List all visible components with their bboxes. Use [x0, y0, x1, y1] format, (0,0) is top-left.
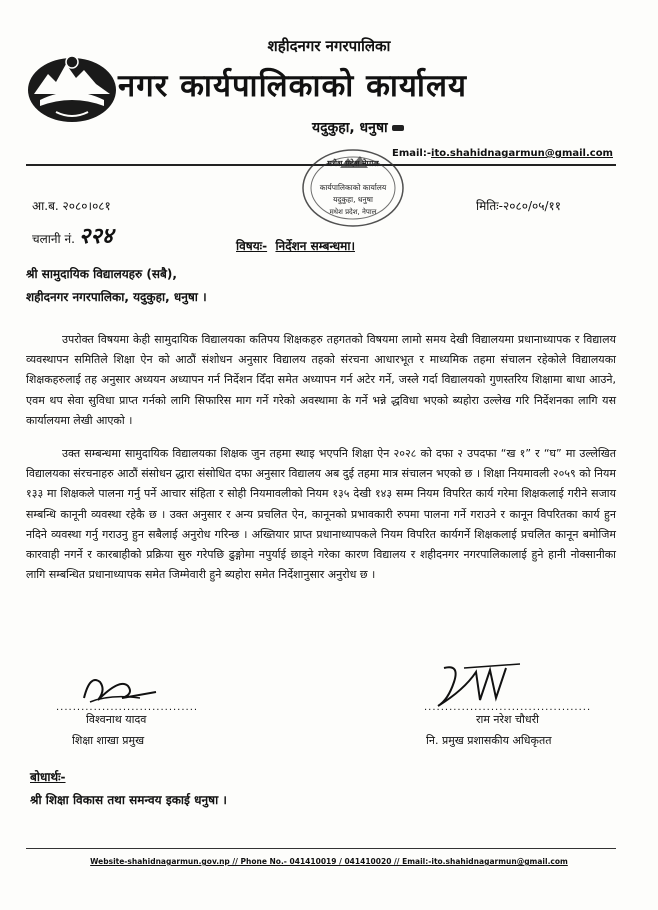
email-label: Email:- — [392, 148, 432, 159]
stamp-line-2: यदुकुहा, धनुषा — [333, 195, 373, 204]
dispatch-number: २२४ — [78, 223, 114, 249]
dispatch-label: चलानी नं. — [32, 232, 75, 246]
municipality-name: शहीदनगर नगरपालिका — [267, 37, 391, 55]
dispatch-number-line — [32, 220, 113, 250]
header-email — [392, 148, 613, 159]
left-signatory-title: शिक्षा शाखा प्रमुख — [72, 734, 145, 747]
pen-mark-icon — [392, 125, 404, 131]
stamp-line-1: कार्यपालिकाको कार्यालय — [319, 183, 387, 192]
fiscal-year: आ.ब. २०८०।०८१ — [32, 199, 111, 213]
subject-line — [236, 237, 355, 254]
office-seal-stamp — [300, 146, 406, 230]
left-signature-line: .................................. — [56, 702, 199, 713]
right-signatory-name: राम नरेश चौधरी — [476, 713, 539, 726]
body-paragraph-2: उक्त सम्बन्धमा सामुदायिक विद्यालयका शिक्षक जुन तहमा स्थाइ भएपनि शिक्षा ऐन २०२८ को दफा २ उपदफा “ख १” र “घ” मा उल्लेखित विद्यालयका संरचनाहरु आठौं संसोधन द्धारा संसोधित दफा अनुसार विद्यालय अब दुई तहमा मात्र संचालन भएको छ । शिक्षा नियमावली २०५९ को नियम १३३ मा शिक्षकले पालना गर्नु पर्ने आचार संहिता र सोही नियमावलीको नियम १३५ देखी १४३ सम्म नियम विपरित कार्य गरेमा शिक्षकलाई गरीने सजाय सम्बन्धि कानूनी व्यवस्था रहेकै छ । उक्त अनुसार र अन्य प्रचलित ऐन, कानूनको प्रभावकारी रुपमा पालना गर्ने गराउने र कानून विपरितका कार्य हुन नदिने व्यवस्था गर्नु गराउनु हुन सबैलाई अनुरोध गरिन्छ । अख्तियार प्राप्त प्रधानाध्यापकले नियम विपरित कार्यगर्ने शिक्षकलाई प्रचलित कानून बमोजिम कारवाही नगर्ने र कारबाहीको प्रक्रिया सुरु गरेपछि ढुङ्गोमा नपुर्याई छाड्ने गरेका कारण विद्यालय र शहीदनगर नगरपालिकालाई हुने हानी नोक्सानीका लागि सम्बन्धित प्रधानाध्यापक समेत जिम्मेवारी हुने ब्यहोरा समेत निर्देशानुसार अनुरोध छ । — [26, 447, 616, 582]
stamp-top-text: मधेश प्रदेश नेपाल — [327, 159, 379, 168]
stamp-line-3: मधेश प्रदेश, नेपाल — [329, 208, 377, 216]
footer-contact: Website-shahidnagarmun.gov.np // Phone No.- 041410019 / 041410020 // Email:-ito.shahidnagarmun@gmail.com — [90, 857, 568, 866]
body-paragraph-1: उपरोक्त विषयमा केही सामुदायिक विद्यालयका कतिपय शिक्षकहरु तहगतको विषयमा लामो समय देखी विद्यालयमा प्रधानाध्यापक र विद्यालय व्यवस्थापन समितिले शिक्षा ऐन को आठौं संशोधन अनुसार विद्यालय तहको संरचना आधारभूत र माध्यमिक तहमा संचालन रहेकोले विद्यालयका शिक्षकहरुलाई तह अनुसार अध्ययन अध्यापन गर्न निर्देशन दिँदा समेत अध्यापन गर्न अटेर गर्ने, जस्ले गर्दा विद्यालयको गुणस्तरिय शिक्षामा बाधा आउने, एवम थप सेवा सुविधा प्राप्त गर्नको लागि सिफारिस माग गर्ने गरेको अवस्थामा के गर्ने भन्ने द्धविधा भएको ब्यहोरा उल्लेख गरि निर्देशनका लागि यस कार्यालयमा लेखी आएको । — [26, 333, 616, 427]
footer-divider — [26, 848, 616, 849]
right-signatory-title: नि. प्रमुख प्रशासकीय अधिकृतत — [426, 734, 552, 747]
office-title: नगर कार्यपालिकाको कार्यालय — [118, 68, 467, 104]
email-address[interactable]: ito.shahidnagarmun@gmail.com — [431, 148, 613, 159]
subject-label: विषयः- — [236, 239, 268, 253]
letter-date: मितिः-२०८०/०५/११ — [476, 199, 561, 213]
right-signature-line: ........................................ — [424, 702, 592, 713]
recipient-line-2: शहीदनगर नगरपालिका, यदुकुहा, धनुषा । — [26, 290, 207, 304]
cc-recipient: श्री शिक्षा विकास तथा समन्वय इकाई धनुषा । — [30, 793, 227, 807]
subject-text: निर्देशन सम्बन्धमा। — [275, 239, 355, 253]
nepal-emblem-logo — [26, 50, 118, 126]
recipient-line-1: श्री सामुदायिक विद्यालयहरु (सबै), — [26, 267, 177, 281]
cc-label: बोधार्थः- — [30, 770, 66, 784]
office-location — [312, 118, 404, 137]
left-signatory-name: विश्वनाथ यादव — [86, 713, 147, 726]
location-text: यदुकुहा, धनुषा — [312, 120, 388, 136]
